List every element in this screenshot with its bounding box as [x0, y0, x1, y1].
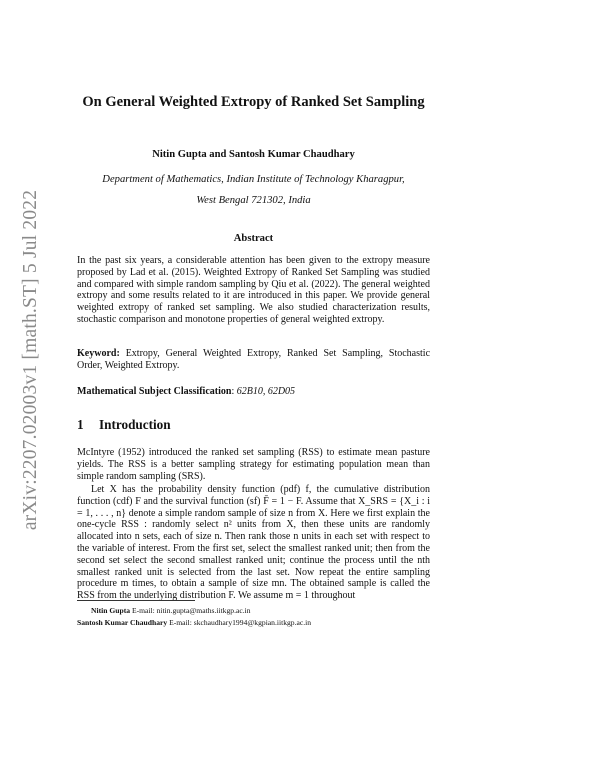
affiliation-line-1: Department of Mathematics, Indian Institute of Technology Kharagpur, — [102, 174, 405, 185]
section-number: 1 — [77, 417, 84, 432]
intro-paragraph-2: Let X has the probability density function (pdf) f, the cumulative distribution function (cdf) F and the survival function (sf) F̄ = 1 − F. Assume that X_SRS = {X_i : i = 1, . . . , n} denote a simple random sample of size n from X. Here we first explain the one-cycle RSS : randomly select n² units from X, then these units are randomly allocated into n sets, each of size n. Then rank those n units in each set with respect to the variable of interest. From the first set, select the smallest ranked unit; then from the second set select the second smallest ranked unit; continue the process until the nth smallest ranked unit is selected from the last set. Now repeat the entire sampling procedure m times, to obtain a sample of size mn. The obtained sample is called the RSS from the underlying distribution F. We assume m = 1 throughout — [77, 484, 430, 602]
footnote-2-name: Santosh Kumar Chaudhary — [77, 618, 168, 627]
affiliation-line-2: West Bengal 721302, India — [196, 195, 311, 206]
author-names: Nitin Gupta and Santosh Kumar Chaudhary — [152, 149, 355, 160]
footnote-1 — [77, 606, 444, 616]
arxiv-sidebar-stamp — [16, 160, 46, 560]
footnote-divider — [77, 600, 195, 601]
abstract-text: In the past six years, a considerable attention has been given to the extropy measure proposed by Lad et al. (2015). Weighted Extropy of Ranked Set Sampling was studied and compared with simple random sampling by Qiu et al. (2022). The general weighted extropy and some results related to it are introduced in this paper. We provide general weighted extropy of ranked set sampling. We also studied characterization results, stochastic comparison and monotone properties of general weighted extropy. — [77, 255, 430, 325]
section-heading — [77, 417, 430, 433]
footnote-1-name: Nitin Gupta — [91, 606, 131, 615]
footnote-2-email: E-mail: skchaudhary1994@kgpian.iitkgp.ac.in — [169, 618, 312, 627]
msc-codes: 62B10, 62D05 — [236, 386, 296, 397]
paper-title: On General Weighted Extropy of Ranked Set Sampling — [82, 94, 425, 110]
intro-paragraph-1: McIntyre (1952) introduced the ranked set sampling (RSS) to estimate mean pasture yields. The RSS is a better sampling strategy for estimating population mean than simple random sampling (SRS). — [77, 447, 430, 482]
footnote-2 — [77, 618, 430, 628]
subject-classification: Mathematical Subject Classification: 62B10, 62D05 — [77, 386, 296, 397]
keywords — [77, 348, 430, 372]
keyword-text: Extropy, General Weighted Extropy, Ranked Set Sampling, Stochastic Order, Weighted Extropy. — [77, 348, 431, 371]
abstract-heading: Abstract — [233, 233, 274, 244]
arxiv-identifier: arXiv:2207.02003v1 [math.ST] 5 Jul 2022 — [20, 189, 41, 531]
footnote-1-email: E-mail: nitin.gupta@maths.iitkgp.ac.in — [131, 606, 251, 615]
msc-label: Mathematical Subject Classification — [77, 386, 232, 397]
affiliation — [77, 169, 430, 211]
section-title: Introduction — [99, 417, 171, 432]
keyword-label: Keyword: — [77, 348, 120, 359]
